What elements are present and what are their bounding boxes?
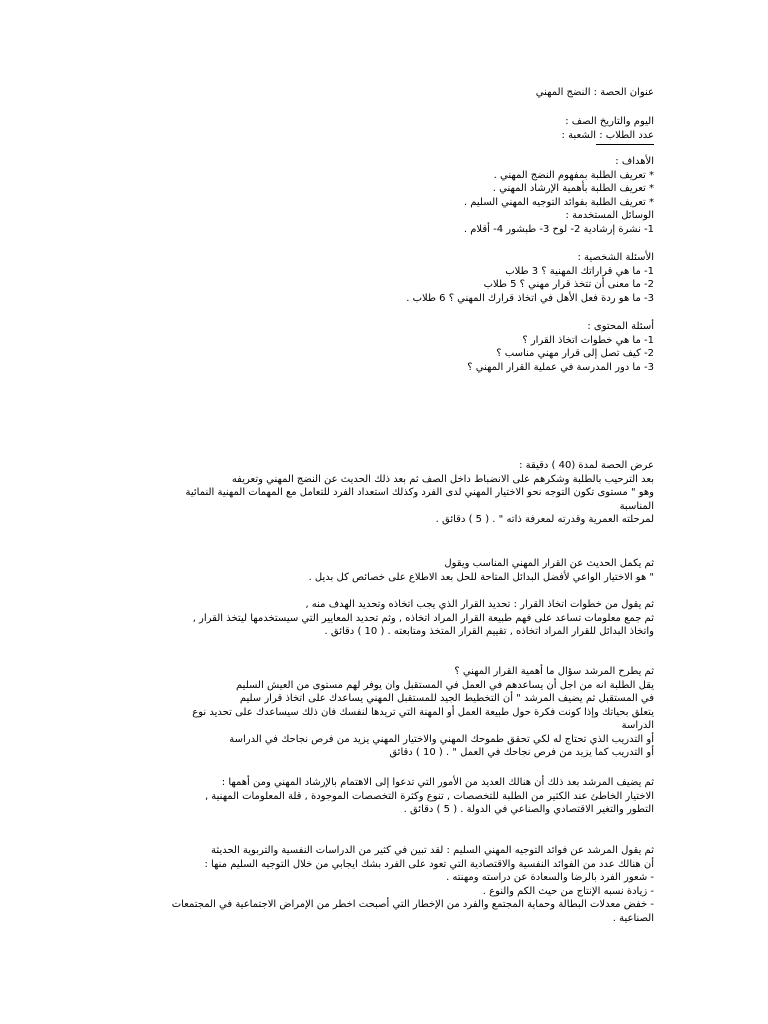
presentation-block <box>114 459 654 527</box>
decision-block <box>114 557 654 584</box>
steps-line: واتخاذ البدائل للقرار المراد اتخاذه , تقييم القرار المتخذ ومتابعته . ( 10 ) دقائق . <box>324 626 654 637</box>
steps-line: ثم يقول من خطوات اتخاذ القرار : تحديد القرار الذي يجب اتخاذه وتحديد الهدف منه , <box>305 599 654 610</box>
personal-questions-heading: الأسئلة الشخصية : <box>577 252 654 263</box>
objective-item: * تعريف الطلبة بمفهوم النضج المهني . <box>493 169 654 181</box>
presentation-line: وهو " مستوى تكون التوجه نحو الاختيار المهني لدى الفرد وكذلك استعداد الفرد للتعامل مع المهمات المهنية النمائية <box>185 487 654 498</box>
lesson-title: عنوان الحصة : النضج المهني <box>535 87 654 98</box>
importance-line: الدراسة <box>621 720 654 731</box>
importance-line: في المستقبل ثم يضيف المرشد " أن التخطيط الجيد للمستقبل المهني يساعدك على اتخاذ قرار سليم <box>239 693 654 704</box>
importance-line: ثم يطرح المرشد سؤال ما أهمية القرار المهني ؟ <box>454 666 654 677</box>
content-questions-heading: أسئلة المحتوى : <box>587 321 654 332</box>
benefits-line: - خفض معدلات البطالة وحماية المجتمع والفرد من الإخطار التي أصبحت اخطر من الإمراض الاجتماعية في المجتمعات <box>171 899 654 910</box>
content-question: 1- ما هي خطوات اتخاذ القرار ؟ <box>522 334 654 346</box>
objective-item: * تعريف الطلبة بأهمية الإرشاد المهني . <box>492 183 654 194</box>
interest-block <box>114 776 654 817</box>
class-info-block <box>114 115 654 145</box>
objective-item: * تعريف الطلبة بفوائد التوجيه المهني السليم . <box>463 196 654 208</box>
decision-line: ثم يكمل الحديث عن القرار المهني المناسب ويقول <box>444 558 654 569</box>
content-question: 2- كيف تصل إلى قرار مهني مناسب ؟ <box>496 348 654 359</box>
objectives-block <box>114 155 654 236</box>
benefits-line: - شعور الفرد بالرضا والسعادة عن دراسته ومهنته . <box>446 872 654 883</box>
importance-line: أو التدريب الذي تحتاج له لكي تحقق طموحك المهني والاختيار المهني يزيد من فرص نجاحك في الدراسة <box>229 733 654 745</box>
presentation-line: بعد الترحيب بالطلبة وشكرهم على الانضباط داخل الصف ثم بعد ذلك الحديث عن النضج المهني وتعريفه <box>231 473 654 485</box>
benefits-line: أن هنالك عدد من الفوائد النفسية والاقتصادية التي تعود على الفرد بشك ايجابي من خلال التوجيه السليم منها : <box>204 858 654 870</box>
tools-line: 1- نشرة إرشادية 2- لوح 3- طبشور 4- أقلام . <box>463 223 654 235</box>
personal-question: 3- ما هو ردة فعل الأهل في اتخاذ قرارك المهني ؟ 6 طلاب . <box>406 292 654 304</box>
students-section: عدد الطلاب : الشعبة : <box>561 129 654 141</box>
importance-line: يتعلق بحياتك وإذا كونت فكرة حول طبيعة العمل أو المهنة التي تريدها لنفسك فان ذلك سيساعدك على تحديد نوع <box>192 706 654 718</box>
benefits-block <box>114 844 654 925</box>
content-questions-block <box>114 320 654 374</box>
importance-block <box>114 665 654 760</box>
presentation-line: عرض الحصة لمدة (40 ) دقيقة : <box>519 460 654 471</box>
benefits-line: ثم يقول المرشد عن فوائد التوجيه المهني السليم : لقد تبين في كثير من الدراسات النفسية والتربوية الحديثة <box>211 845 654 856</box>
interest-line: التطور والتغير الاقتصادي والصناعي في الدولة . ( 5 ) دقائق . <box>403 804 654 815</box>
content-question: 3- ما دور المدرسة في عملية القرار المهني ؟ <box>467 361 654 373</box>
personal-question: 2- ما معنى أن تتخذ قرار مهني ؟ 5 طلاب <box>483 279 654 290</box>
benefits-line: الصناعية . <box>612 912 654 924</box>
objectives-heading: الأهداف : <box>615 156 654 167</box>
personal-question: 1- ما هي قراراتك المهنية ؟ 3 طلاب <box>505 265 654 277</box>
steps-block <box>114 598 654 639</box>
benefits-line: - زيادة نسبه الإنتاج من حيث الكم والنوع . <box>482 885 654 897</box>
interest-line: الاختيار الخاطئ عند الكثير من الطلبة للتخصصات , تنوع وكثرة التخصصات الموجودة , قلة المعلومات المهنية , <box>204 790 654 802</box>
day-date-class: اليوم والتاريخ الصف : <box>565 116 654 127</box>
decision-line: " هو الاختيار الواعي لأفضل البدائل المتاحة للحل بعد الاطلاع على خصائص كل بديل . <box>308 571 654 583</box>
tools-heading: الوسائل المستخدمة : <box>565 210 654 221</box>
importance-line: أو التدريب كما يزيد من فرص نجاحك في العمل " . ( 10 ) دقائق <box>389 747 654 758</box>
personal-questions-block <box>114 251 654 305</box>
presentation-line: المناسبة <box>619 500 654 512</box>
presentation-line: لمرحلته العمرية وقدرته لمعرفة ذاته " . ( 5 ) دقائق . <box>435 514 654 525</box>
divider <box>596 142 654 145</box>
header-block <box>114 86 654 100</box>
interest-line: ثم يضيف المرشد بعد ذلك أن هنالك العديد من الأمور التي تدعوا إلى الاهتمام بالإرشاد المهني ومن أهمها : <box>221 777 654 788</box>
importance-line: يقل الطلبة انه من اجل أن يساعدهم في العمل في المستقبل وان يوفر لهم مستوى من العيش السليم <box>236 679 654 691</box>
steps-line: ثم جمع معلومات تساعد على فهم طبيعة القرار المراد اتخاذه , وثم تحديد المعايير التي سيستخدمها ليتخذ القرار , <box>192 612 654 624</box>
